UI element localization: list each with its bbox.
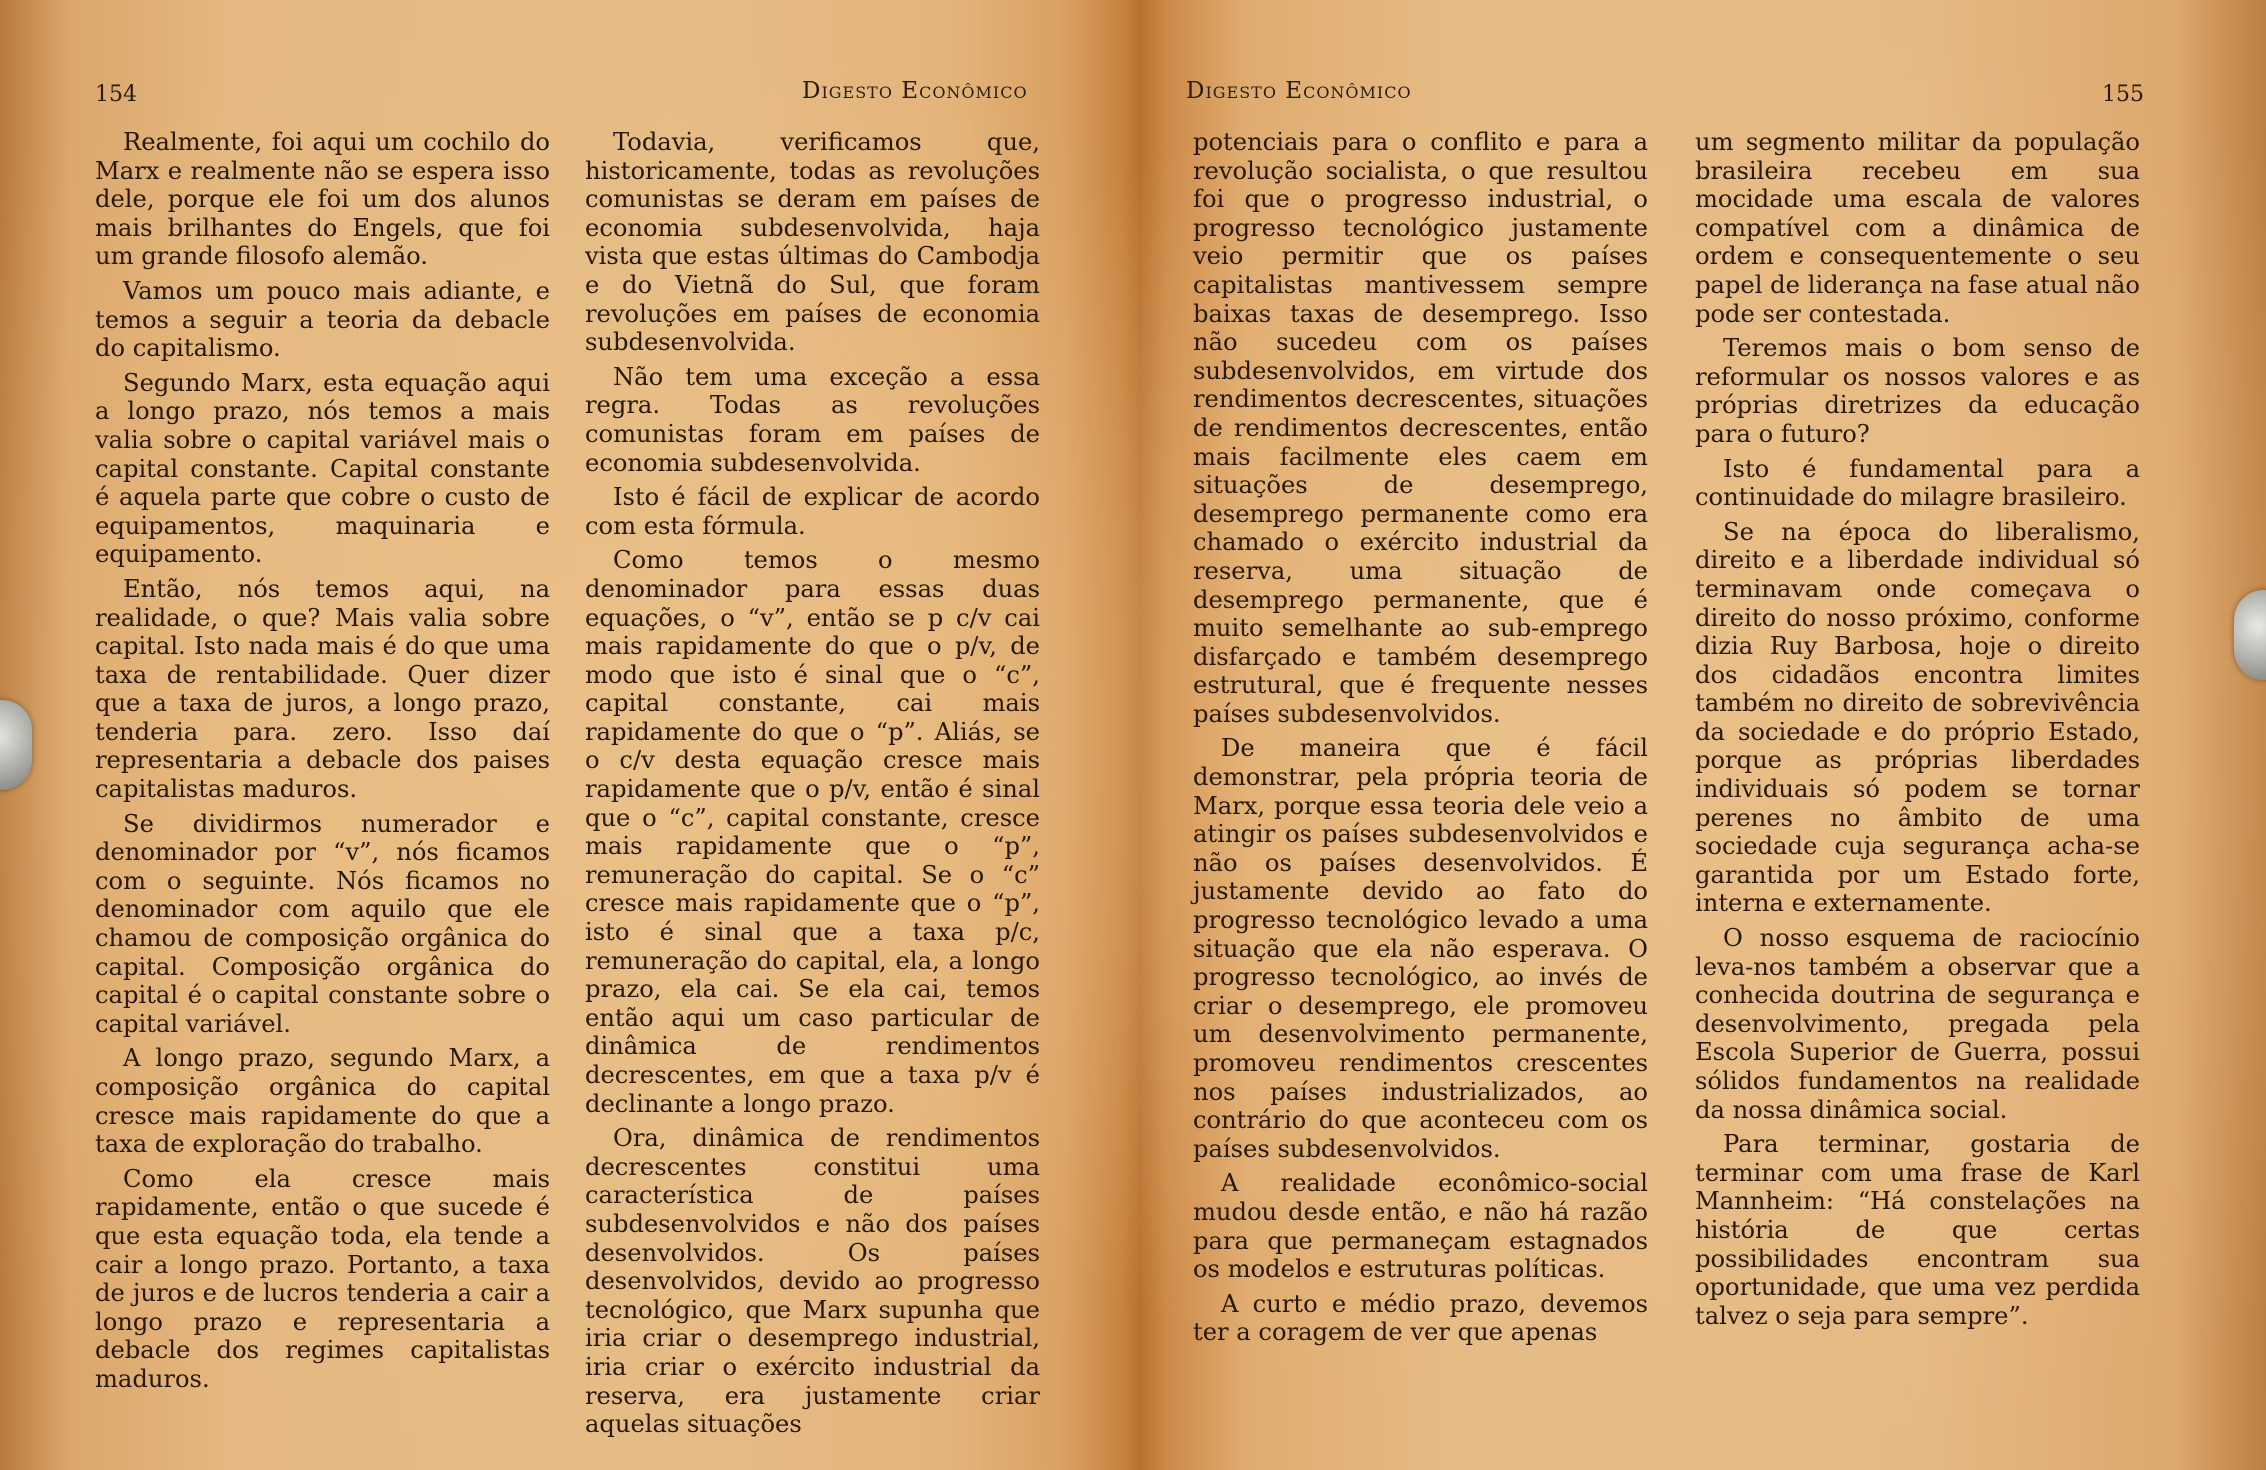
paragraph: A curto e médio prazo, devemos ter a coragem de ver que apenas: [1193, 1289, 1648, 1347]
paragraph: potenciais para o conflito e para a revolução socialista, o que resultou foi que o progresso industrial, o progresso tecnológico justamente veio permitir que os países capitalistas mantivessem sempre baixas taxas de desemprego. Isso não sucedeu com os países subdesenvolvidos, em virtude dos rendimentos decrescentes, situações de rendimentos decrescentes, então mais facilmente eles caem em situações de desemprego, desemprego permanente como era chamado o exército industrial da reserva, uma situação de desemprego permanente, que é muito semelhante ao sub-emprego disfarçado e também desemprego estrutural, que é frequente nesses países subdesenvolvidos.: [1193, 128, 1648, 728]
paragraph: Ora, dinâmica de rendimentos decrescentes constitui uma característica de países subdesenvolvidos e não dos países desenvolvidos. Os países desenvolvidos, devido ao progresso tecnológico, que Marx supunha que iria criar o desemprego industrial, iria criar o exército industrial da reserva, era justamente criar aquelas situações: [585, 1124, 1040, 1439]
paragraph: Então, nós temos aqui, na realidade, o que? Mais valia sobre capital. Isto nada mais é do que uma taxa de rentabilidade. Quer dizer que a taxa de juros, a longo prazo, tenderia para. zero. Isso daí representaria a debacle dos paises capitalistas maduros.: [95, 574, 550, 804]
paragraph: Para terminar, gostaria de terminar com uma frase de Karl Mannheim: “Há constelações na história de que certas possibilidades encontram sua oportunidade, que uma vez perdida talvez o seja para sempre”.: [1695, 1130, 2140, 1330]
paragraph: Não tem uma exceção a essa regra. Todas as revoluções comunistas foram em países de economia subdesenvolvida.: [585, 362, 1040, 477]
paragraph: A realidade econômico-social mudou desde então, e não há razão para que permaneçam estagnados os modelos e estruturas políticas.: [1193, 1169, 1648, 1284]
paragraph: Se na época do liberalismo, direito e a liberdade individual só terminavam onde começava o direito do nosso próximo, conforme dizia Ruy Barbosa, hoje o direito dos cidadãos encontra limites também no direito de sobrevivência da sociedade e do próprio Estado, porque as próprias liberdades individuais só podem se tornar perenes no âmbito de uma sociedade cuja segurança acha-se garantida por um Estado forte, interna e externamente.: [1695, 517, 2140, 918]
paragraph: Segundo Marx, esta equação aqui a longo prazo, nós temos a mais valia sobre o capital variável mais o capital constante. Capital constante é aquela parte que cobre o custo de equipamentos, maquinaria e equipamento.: [95, 368, 550, 569]
paragraph: Se dividirmos numerador e denominador por “v”, nós ficamos com o seguinte. Nós ficamos no denominador com aquilo que ele chamou de composição orgânica do capital. Composição orgânica do capital é o capital constante sobre o capital variável.: [95, 809, 550, 1038]
left-column-1: [95, 128, 550, 1400]
right-column-1: [1193, 128, 1648, 1353]
paragraph: Realmente, foi aqui um cochilo do Marx e realmente não se espera isso dele, porque ele foi um dos alunos mais brilhantes do Engels, que foi um grande filosofo alemão.: [95, 128, 550, 271]
paragraph: Teremos mais o bom senso de reformular os nossos valores e as próprias diretrizes da educação para o futuro?: [1695, 334, 2140, 448]
paragraph: Vamos um pouco mais adiante, e temos a seguir a teoria da debacle do capitalismo.: [95, 276, 550, 363]
paragraph: De maneira que é fácil demonstrar, pela própria teoria de Marx, porque essa teoria dele veio a atingir os países subdesenvolvidos e não os países desenvolvidos. É justamente devido ao fato do progresso tecnológico levado a uma situação que ela não esperava. O progresso tecnológico, ao invés de criar o desemprego, ele promoveu um desenvolvimento permanente, promoveu rendimentos crescentes nos países industrializados, ao contrário do que aconteceu com os países subdesenvolvidos.: [1193, 734, 1648, 1163]
paragraph: Como temos o mesmo denominador para essas duas equações, o “v”, então se p c/v cai mais rapidamente do que o p/v, de modo que isto é sinal que o “c”, capital constante, cai mais rapidamente do que o “p”. Aliás, se o c/v desta equação cresce mais rapidamente que o p/v, então é sinal que o “c”, capital constante, cresce mais rapidamente que o “p”, remuneração do capital. Se o “c” cresce mais rapidamente que o “p”, isto é sinal que a taxa p/c, remuneração do capital, ela, a longo prazo, ela cai. Se ela cai, temos então aqui um caso particular de dinâmica de rendimentos decrescentes, em que a taxa p/v é declinante a longo prazo.: [585, 546, 1040, 1118]
right-page-number: 155: [2102, 82, 2144, 107]
right-running-header: Digesto Econômico: [1186, 78, 1412, 104]
left-column-2: [585, 128, 1040, 1445]
left-running-header: Digesto Econômico: [802, 78, 1028, 104]
right-page: [1133, 0, 2266, 1470]
paragraph: Como ela cresce mais rapidamente, então o que sucede é que esta equação toda, ela tende a cair a longo prazo. Portanto, a taxa de juros e de lucros tenderia a cair a longo prazo e representaria a debacle dos regimes capitalistas maduros.: [95, 1164, 550, 1393]
right-column-2: [1695, 128, 2140, 1336]
paragraph: um segmento militar da população brasileira recebeu em sua mocidade uma escala de valores compatível com a dinâmica de ordem e consequentemente o seu papel de liderança na fase atual não pode ser contestada.: [1695, 128, 2140, 328]
paragraph: Isto é fácil de explicar de acordo com esta fórmula.: [585, 483, 1040, 540]
paragraph: A longo prazo, segundo Marx, a composição orgânica do capital cresce mais rapidamente do que a taxa de exploração do trabalho.: [95, 1044, 550, 1159]
left-page-number: 154: [95, 82, 137, 107]
paragraph: O nosso esquema de raciocínio leva-nos também a observar que a conhecida doutrina de segurança e desenvolvimento, pregada pela Escola Superior de Guerra, possui sólidos fundamentos na realidade da nossa dinâmica social.: [1695, 924, 2140, 1124]
paragraph: Isto é fundamental para a continuidade do milagre brasileiro.: [1695, 454, 2140, 512]
paragraph: Todavia, verificamos que, historicamente, todas as revoluções comunistas se deram em países de economia subdesenvolvida, haja vista que estas últimas do Cambodja e do Vietnã do Sul, que foram revoluções em países de economia subdesenvolvida.: [585, 128, 1040, 357]
